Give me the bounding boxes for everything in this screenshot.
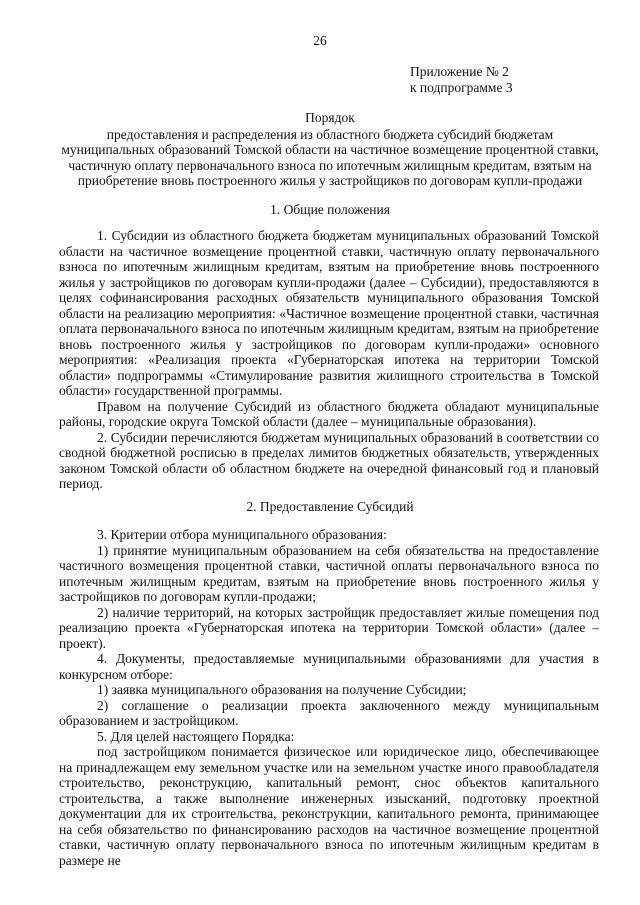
paragraph: 1. Субсидии из областного бюджета бюджетам муниципальных образований Томской области на частичное возмещение процентной ставки, частичную оплату первоначального взноса по ипотечным жилищным кредитам, взятым на приобретение вновь построенного жилья у застройщиков по договорам купли-продажи (далее – Субсидии), предоставляются в целях софинансирования расходных обязательств муниципального образования Томской области на реализацию мероприятия: «Частичное возмещение процентной ставки, частичная оплата первоначального взноса по ипотечным жилищным кредитам, взятым на приобретение вновь построенного жилья у застройщиков по договорам купли-продажи» основного мероприятия: «Реализация проекта «Губернаторская ипотека на территории Томской области» подпрограммы «Стимулирование развития жилищного строительства в Томской области» государственной программы.: [59, 228, 599, 398]
document-title: [60, 110, 600, 189]
paragraph: 1) заявка муниципального образования на получение Субсидии;: [97, 682, 467, 697]
paragraph: 1) принятие муниципальным образованием на себя обязательства на предоставление частичного возмещения процентной ставки, частичной оплаты первоначального взноса по ипотечным жилищным кредитам, взятым на приобретение вновь построенного жилья у застройщиков по договорам купли-продажи;: [59, 542, 599, 604]
paragraph: 5. Для целей настоящего Порядка:: [97, 728, 295, 744]
section-heading-provision: 2. Предоставление Субсидий: [246, 499, 414, 514]
section-heading-general: 1. Общие положения: [270, 202, 390, 217]
paragraph: 2. Субсидии перечисляются бюджетам муниципальных образований в соответствии со сводной бюджетной росписью в пределах лимитов бюджетных обязательств, утвержденных законом Томской области об областном бюджете на очередной финансовый год и плановый период.: [59, 429, 599, 491]
appendix-line-2: к подпрограмме 3: [410, 79, 513, 95]
paragraph: 3. Критерии отбора муниципального образования:: [97, 527, 387, 542]
paragraph: Правом на получение Субсидий из областного бюджета обладают муниципальные районы, городские округа Томской области (далее – муниципальные образования).: [59, 398, 599, 429]
title-subtitle: предоставления и распределения из областного бюджета субсидий бюджетам муниципальных образований Томской области на частичное возмещение процентной ставки, частичную оплату первоначального взноса по ипотечным жилищным кредитам, взятым на приобретение вновь построенного жилья у застройщиков по договорам купли-продажи: [61, 126, 599, 188]
paragraph: под застройщиком понимается физическое или юридическое лицо, обеспечивающее на принадлежащем ему земельном участке или на земельном участке иного правообладателя строительство, реконструкцию, капитальный ремонт, снос объектов капитального строительства, а также выполнение инженерных изысканий, подготовку проектной документации для их строительства, реконструкции, капитального ремонта, принимающее на себя обязательство по финансированию расходов на частичное возмещение процентной ставки, частичную оплату первоначального взноса по ипотечным жилищным кредитам в размере не: [59, 744, 599, 868]
paragraph: 2) наличие территорий, на которых застройщик предоставляет жилые помещения под реализацию проекта «Губернаторская ипотека на территории Томской области» (далее – проект).: [59, 604, 599, 651]
title-heading: Порядок: [305, 110, 355, 125]
appendix-reference: [410, 64, 513, 95]
paragraph: 2) соглашение о реализации проекта заключенного между муниципальным образованием и застройщиком.: [59, 697, 599, 728]
page-number: 26: [313, 33, 327, 48]
appendix-line-1: Приложение № 2: [410, 64, 509, 79]
paragraph: 4. Документы, предоставляемые муниципальными образованиями для участия в конкурсном отборе:: [59, 651, 599, 682]
section-body-provision: [59, 527, 599, 868]
section-body-general: [59, 228, 599, 492]
